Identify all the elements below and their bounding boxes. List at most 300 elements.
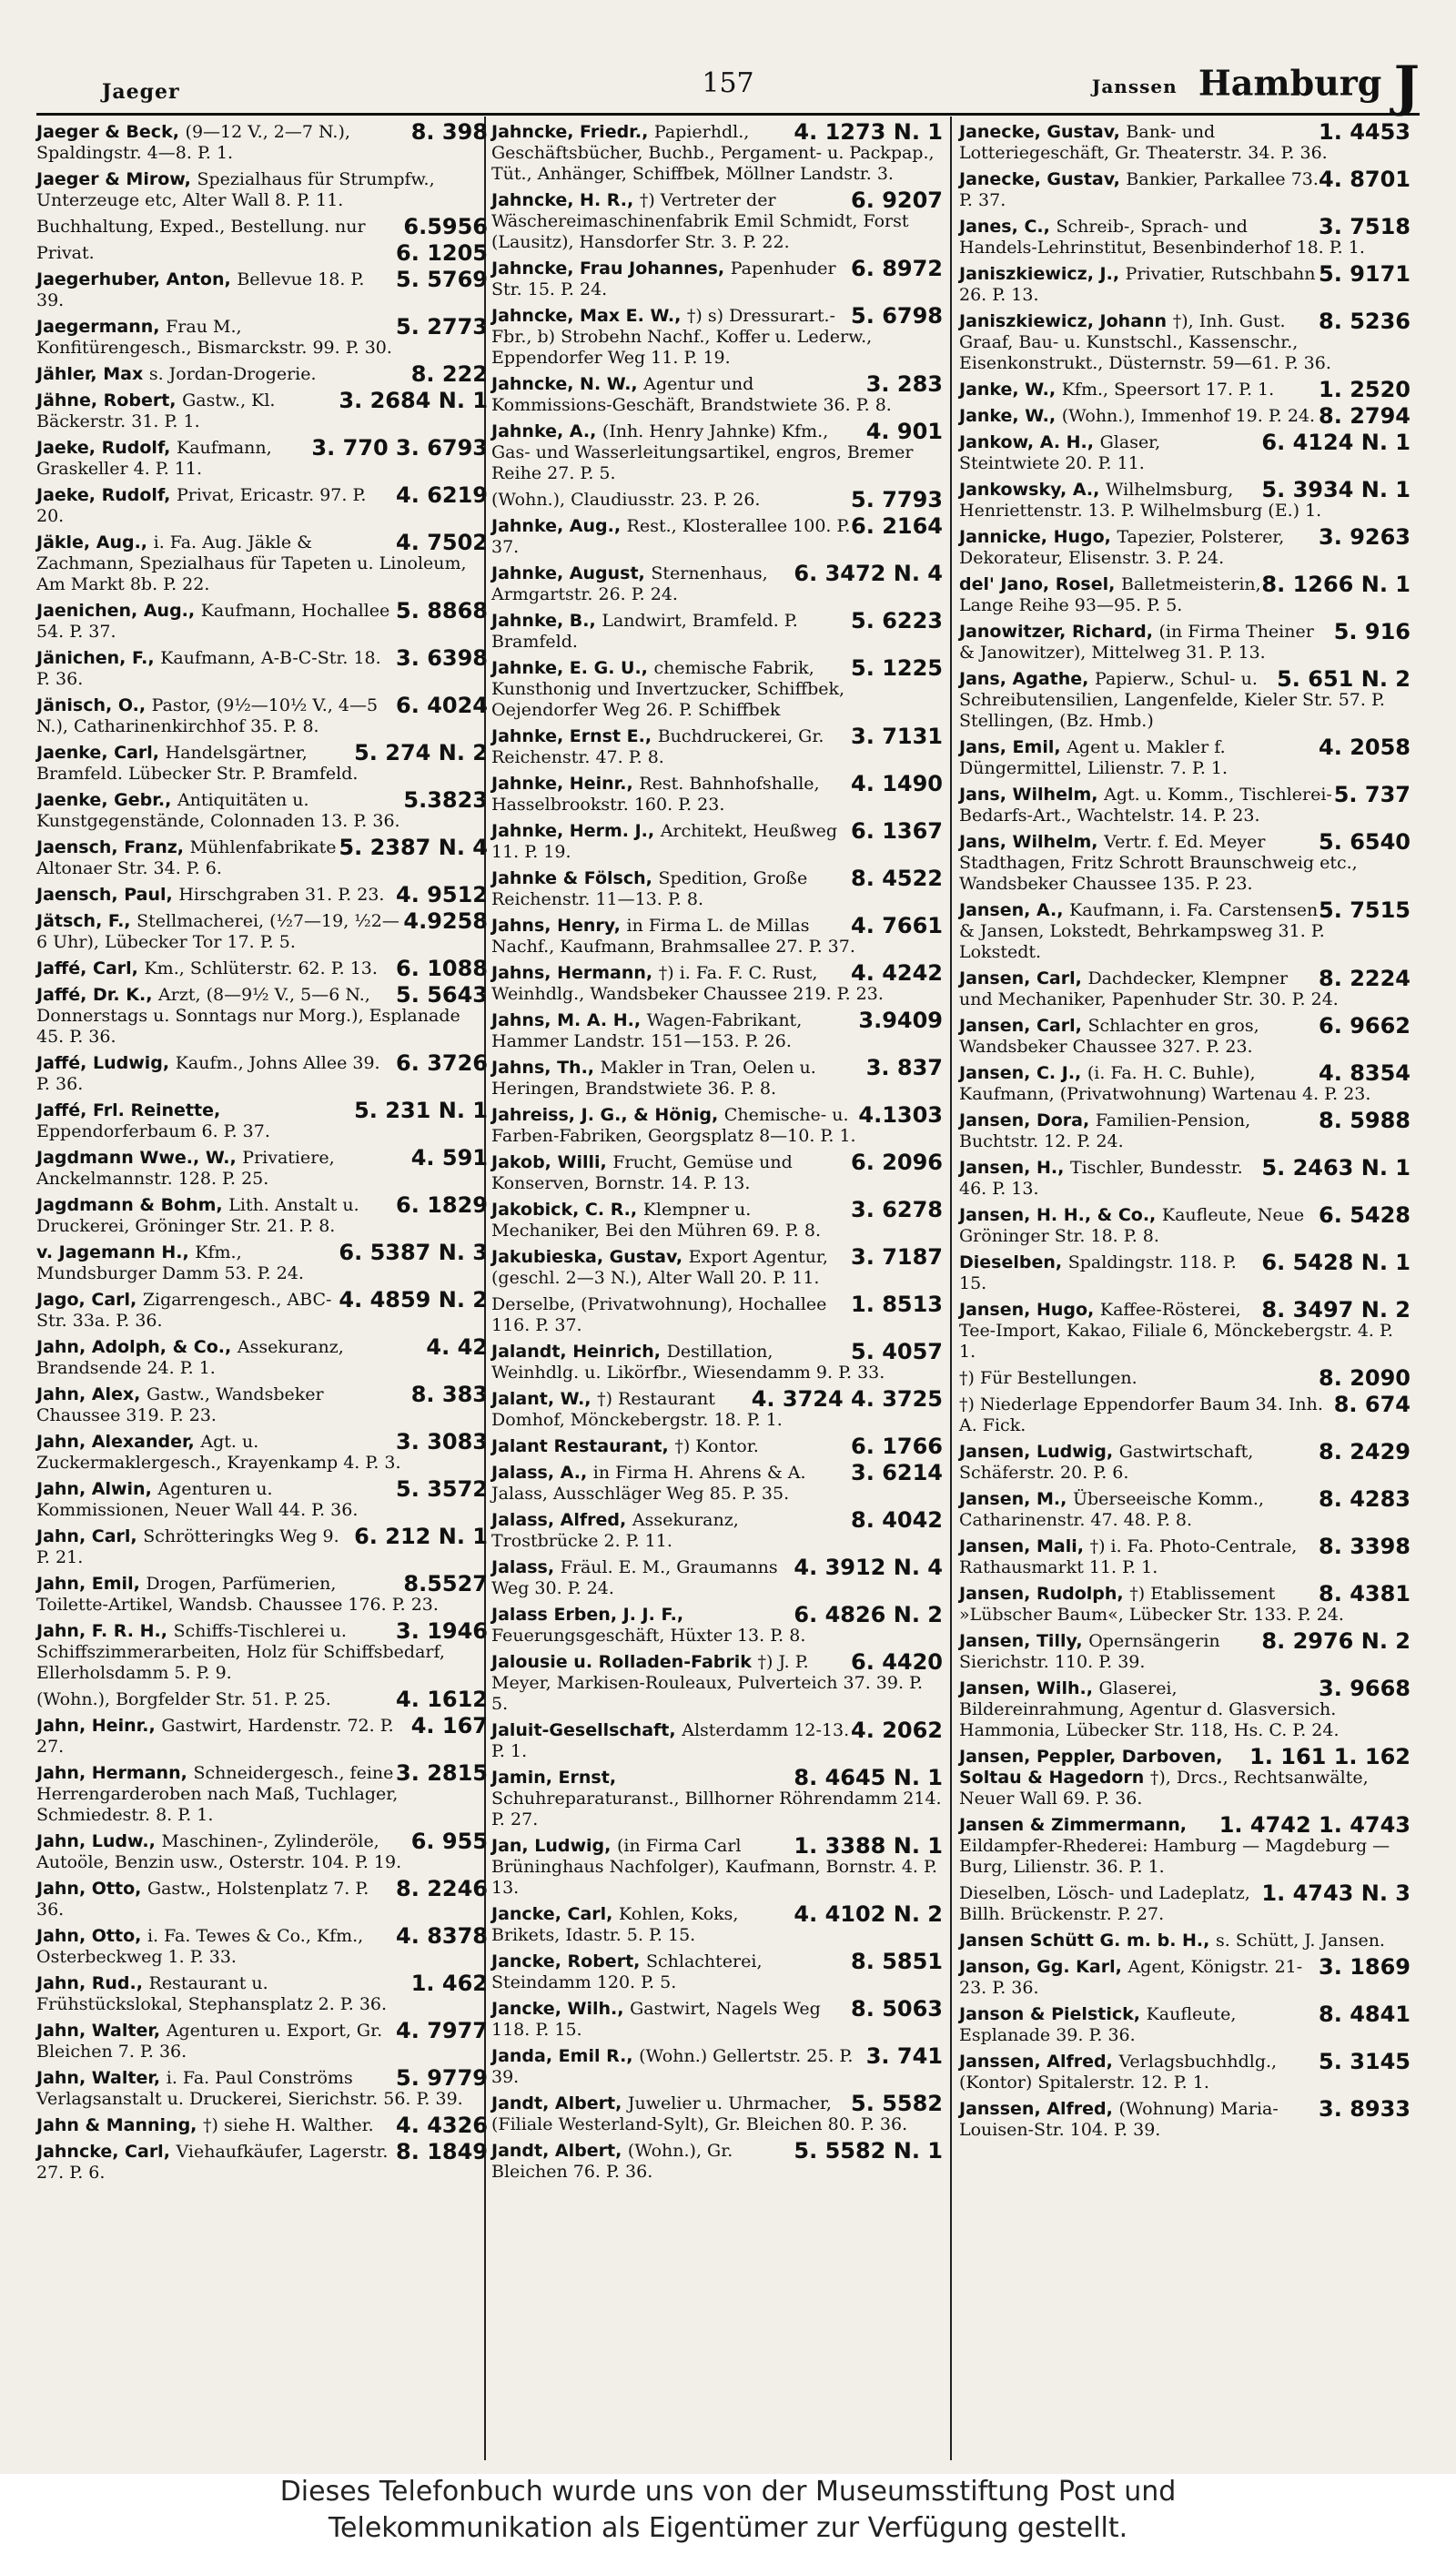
entry-details: Bellevue 18. P. 39.: [36, 269, 365, 310]
entry-name: Jahncke, Max E. W.,: [491, 306, 687, 326]
phone-number: 8. 5236: [1319, 309, 1410, 334]
entry-details: Schuhreparaturanst., Billhorner Röhrendamm 214. P. 27.: [491, 1789, 942, 1829]
entry-name: Jansen, Carl,: [959, 1016, 1088, 1036]
entry-details: Feuerungsgeschäft, Hüxter 13. P. 8.: [491, 1626, 806, 1646]
entry-details: Glaserei, Bildereinrahmung, Agentur d. Glasversich. Hammonia, Lübecker Str. 118, Hs. C. P. 24.: [959, 1678, 1340, 1740]
phone-number: 4. 42: [426, 1334, 488, 1360]
directory-entry: [959, 432, 1410, 474]
entry-name: Jahn, Adolph, & Co.,: [36, 1337, 238, 1357]
directory-entry: [491, 1244, 943, 1289]
entry-name: Jalass, Alfred,: [491, 1510, 632, 1530]
phone-number: 3. 6398: [396, 645, 488, 671]
entry-details: Vertr. f. Ed. Meyer Stadthagen, Fritz Schrott Braunschweig etc., Wandsbeker Chaussee 135. P. 23.: [959, 832, 1358, 894]
directory-entry: [36, 1050, 488, 1095]
entry-name: Jahncke, Carl,: [36, 2142, 177, 2162]
directory-entry: [36, 1618, 488, 1684]
phone-number: 5. 8868: [396, 598, 488, 623]
entry-details: Derselbe, (Privatwohnung), Hochallee 116. P. 37.: [491, 1294, 827, 1335]
phone-number: 5. 3145: [1319, 2049, 1410, 2074]
phone-number: 3. 283: [865, 371, 943, 397]
phone-number: 4. 1612: [396, 1687, 488, 1712]
phone-number: 5. 737: [1333, 782, 1410, 807]
phone-number: 3. 3083: [396, 1429, 488, 1454]
entry-details: Familien-Pension, Buchtstr. 12. P. 24.: [959, 1110, 1251, 1151]
phone-number: 4. 4326: [396, 2113, 488, 2138]
directory-entry: [36, 982, 488, 1048]
entry-name: Janssen, Alfred,: [959, 2099, 1119, 2119]
directory-entry: [491, 258, 943, 300]
entry-details: Gastwirtschaft, Schäferstr. 20. P. 6.: [959, 1442, 1254, 1483]
entry-name: Jahnke, B.,: [491, 611, 602, 631]
directory-entry: [36, 645, 488, 690]
directory-entry: [491, 303, 943, 369]
entry-name: Jansen, Rudolph,: [959, 1584, 1130, 1604]
phone-number: 4. 4242: [851, 960, 943, 986]
directory-entry: [959, 1581, 1410, 1626]
directory-entry: [36, 361, 488, 387]
entry-name: Jalass,: [491, 1557, 561, 1577]
phone-number: 4. 2058: [1319, 735, 1410, 760]
entry-name: Jancke, Robert,: [491, 1951, 646, 1971]
phone-number: 5. 2773: [396, 314, 488, 340]
entry-details: Agt. u. Zuckermaklergesch., Krayenkamp 4. P. 3.: [36, 1432, 401, 1473]
entry-details: Agent u. Makler f. Düngermittel, Lilienstr. 7. P. 1.: [959, 737, 1228, 778]
entry-name: Jansen, M.,: [959, 1489, 1073, 1509]
directory-entry: [491, 1436, 943, 1457]
directory-entry: [36, 435, 488, 480]
entry-details: Chemische- u. Farben-Fabriken, Georgsplatz 8—10. P. 1.: [491, 1105, 856, 1146]
entry-name: Jaenichen, Aug.,: [36, 601, 201, 621]
entry-details: i. Fa. Aug. Jäkle & Zachmann, Spezialhaus für Tapeten u. Linoleum, Am Markt 8b. P. 22.: [36, 532, 467, 594]
phone-number: 4. 3912 N. 4: [794, 1555, 943, 1580]
entry-details: Privatiere, Anckelmannstr. 128. P. 25.: [36, 1148, 335, 1189]
phone-number: 5. 3572: [396, 1476, 488, 1502]
entry-name: Jahn, Carl,: [36, 1526, 144, 1546]
entry-name: Jahn, Alex,: [36, 1384, 147, 1404]
directory-entry: [959, 619, 1410, 664]
entry-details: †), Drcs., Rechtsanwälte, Neuer Wall 69. P. 36.: [959, 1768, 1369, 1809]
entry-details: Kfm., Mundsburger Damm 53. P. 24.: [36, 1242, 304, 1283]
phone-number: 1. 161 1. 162: [1249, 1744, 1410, 1769]
phone-number: 3. 6214: [851, 1460, 943, 1485]
entry-details: Destillation, Weinhdlg. u. Likörfbr., Wiesendamm 9. P. 33.: [491, 1342, 885, 1383]
phone-number: 6. 5387 N. 3: [339, 1240, 488, 1265]
entry-name: Jaegerhuber, Anton,: [36, 269, 238, 289]
phone-number: 5. 231 N. 1: [354, 1098, 488, 1123]
phone-number: 8. 4522: [851, 866, 943, 891]
phone-number: 3. 9263: [1319, 524, 1410, 550]
entry-details: Wagen-Fabrikant, Hammer Landstr. 151—153. P. 26.: [491, 1010, 803, 1051]
entry-details: Makler in Tran, Oelen u. Heringen, Brandstwiete 36. P. 8.: [491, 1058, 816, 1099]
phone-number: 8. 2429: [1319, 1439, 1410, 1464]
phone-number: 8. 674: [1333, 1392, 1410, 1417]
directory-entry: [959, 1110, 1410, 1152]
directory-entry: [36, 908, 488, 953]
phone-number: 8. 5988: [1319, 1108, 1410, 1133]
directory-entry: [491, 726, 943, 768]
entry-details: (i. Fa. H. C. Buhle), Kaufmann, (Privatwohnung) Wartenau 4. P. 23.: [959, 1063, 1371, 1104]
entry-details: Rest. Bahnhofshalle, Hasselbrookstr. 160. P. 23.: [491, 774, 820, 815]
directory-entry: [36, 1384, 488, 1426]
entry-details: Agentur und Kommissions-Geschäft, Brandstwiete 36. P. 8.: [491, 374, 892, 415]
phone-number: 5. 3934 N. 1: [1261, 477, 1410, 502]
phone-number: 6. 1205: [396, 240, 488, 266]
entry-details: Kaufmann, i. Fa. Carstensen & Jansen, Lokstedt, Behrkampsweg 31. P. Lokstedt.: [959, 900, 1325, 962]
entry-details: Drogen, Parfümerien, Toilette-Artikel, Wandsb. Chaussee 176. P. 23.: [36, 1574, 439, 1615]
phone-number: 3. 2684 N. 1: [339, 388, 488, 413]
entry-name: Jagdmann & Bohm,: [36, 1195, 229, 1215]
entry-name: Jansen, A.,: [959, 900, 1070, 920]
directory-entry: [959, 1744, 1410, 1809]
phone-number: 4. 167: [410, 1713, 488, 1738]
entry-name: Jaluit-Gesellschaft,: [491, 1720, 682, 1740]
entry-name: Jaffé, Carl,: [36, 958, 145, 978]
phone-number: 3.9409: [858, 1008, 943, 1033]
entry-name: Jansen, Dora,: [959, 1110, 1096, 1130]
entry-name: Jankow, A. H.,: [959, 432, 1100, 452]
entry-name: Janowitzer, Richard,: [959, 622, 1159, 642]
entry-details: Schneidergesch., feine Herrengarderoben nach Maß, Tuchlager, Schmiedestr. 8. P. 1.: [36, 1763, 399, 1825]
entry-details: Stellmacherei, (½7—19, ½2—6 Uhr), Lübecker Tor 17. P. 5.: [36, 911, 399, 952]
phone-number: 4. 901: [865, 419, 943, 444]
entry-details: Kohlen, Koks, Brikets, Idastr. 5. P. 15.: [491, 1904, 739, 1945]
entry-name: Jahnke, E. G. U.,: [491, 658, 654, 678]
entry-name: Janson & Pielstick,: [959, 2004, 1147, 2024]
footer-credit: [0, 2474, 1456, 2554]
entry-name: Jansen, Tilly,: [959, 1631, 1089, 1651]
entry-details: †) siehe H. Walther.: [203, 2115, 374, 2135]
entry-name: Jahnke & Fölsch,: [491, 868, 659, 888]
directory-entry: [36, 1876, 488, 1921]
phone-number: 8. 5063: [851, 1996, 943, 2022]
directory-entry: [959, 1931, 1410, 1951]
entry-name: Janiszkiewicz, J.,: [959, 264, 1126, 284]
directory-entry: [491, 1557, 943, 1599]
entry-details: †) Restaurant Domhof, Mönckebergstr. 18. P. 1.: [491, 1389, 783, 1430]
entry-details: Lith. Anstalt u. Druckerei, Gröninger Str. 21. P. 8.: [36, 1195, 359, 1236]
phone-number: 8. 3398: [1319, 1534, 1410, 1559]
entry-details: Kaufmann, Hochallee 54. P. 37.: [36, 601, 390, 642]
entry-details: Klempner u. Mechaniker, Bei den Mühren 69. P. 8.: [491, 1200, 821, 1241]
entry-name: Jahn, Walter,: [36, 2021, 167, 2041]
entry-details: Fräul. E. M., Graumanns Weg 30. P. 24.: [491, 1557, 778, 1598]
entry-details: Kaufmann, A-B-C-Str. 18. P. 36.: [36, 648, 381, 689]
entry-details: Dachdecker, Klempner und Mechaniker, Papenhuder Str. 30. P. 24.: [959, 968, 1339, 1009]
entry-details: (in Firma Theiner & Janowitzer), Mittelweg 31. P. 13.: [959, 622, 1314, 663]
directory-entry: [491, 371, 943, 416]
directory-entry: [959, 169, 1410, 211]
directory-entry: [491, 1197, 943, 1242]
phone-number: 4. 1490: [851, 771, 943, 796]
column-1: [36, 119, 488, 2189]
entry-name: Jahnke, Aug.,: [491, 516, 627, 536]
entry-details: Opernsängerin Sierichstr. 110. P. 39.: [959, 1631, 1220, 1672]
entry-name: Jahncke, Frau Johannes,: [491, 258, 731, 279]
phone-number: 4. 7977: [396, 2018, 488, 2043]
directory-entry: [36, 882, 488, 907]
phone-number: 6. 1367: [851, 818, 943, 844]
directory-entry: [959, 119, 1410, 164]
entry-details: Gastw., Holstenplatz 7. P. 36.: [36, 1879, 369, 1920]
directory-entry: [491, 1507, 943, 1552]
directory-entry: [959, 737, 1410, 779]
entry-details: Kaufleute, Esplanade 39. P. 36.: [959, 2004, 1237, 2045]
phone-number: 6. 955: [410, 1829, 488, 1854]
entry-details: Alsterdamm 12-13. P. 1.: [491, 1720, 850, 1761]
phone-number: 3. 1869: [1319, 1954, 1410, 1980]
entry-details: s. Schütt, J. Jansen.: [1215, 1931, 1385, 1951]
phone-number: 1. 8513: [851, 1292, 943, 1317]
entry-name: Jaensch, Paul,: [36, 885, 179, 905]
entry-details: (Wohn.), Gr. Bleichen 76. P. 36.: [491, 2141, 733, 2182]
phone-number: 5. 5769: [396, 267, 488, 292]
phone-number: 1. 3388 N. 1: [794, 1833, 943, 1859]
phone-number: 3. 7518: [1319, 214, 1410, 239]
phone-number: 5. 9779: [396, 2065, 488, 2091]
entry-name: Jans, Agathe,: [959, 669, 1096, 689]
entry-name: Jalass Erben, J. J. F.,: [491, 1605, 684, 1625]
column-2: [491, 119, 943, 2188]
entry-name: Jahn & Manning,: [36, 2115, 203, 2135]
entry-name: Jalandt, Heinrich,: [491, 1342, 667, 1362]
directory-entry: [959, 666, 1410, 732]
phone-number: 4. 3724 4. 3725: [751, 1386, 943, 1412]
entry-details: Dieselben, Lösch- und Ladeplatz, Billh. Brückenstr. P. 27.: [959, 1883, 1250, 1924]
entry-details: Bank- und Lotteriegeschäft, Gr. Theaterstr. 34. P. 36.: [959, 122, 1328, 163]
directory-entry: [959, 1155, 1410, 1200]
directory-entry: [491, 1010, 943, 1052]
phone-number: 3. 2815: [396, 1760, 488, 1786]
phone-number: 5. 6540: [1319, 829, 1410, 855]
directory-entry: [36, 1973, 488, 2015]
directory-entry: [36, 1571, 488, 1616]
entry-name: Jansen, Ludwig,: [959, 1442, 1119, 1462]
entry-details: Frucht, Gemüse und Konserven, Bornstr. 14. P. 13.: [491, 1152, 793, 1193]
entry-details: Handelsgärtner, Bramfeld. Lübecker Str. P. Bramfeld.: [36, 743, 359, 784]
directory-entry: [36, 119, 488, 164]
entry-details: Rest., Klosterallee 100. P. 37.: [491, 516, 851, 557]
entry-name: Jansen & Zimmermann,: [959, 1815, 1187, 1835]
directory-entry: [36, 1689, 488, 1710]
directory-entry: [491, 1602, 943, 1647]
footer-line-1: Dieses Telefonbuch wurde uns von der Museumsstiftung Post und: [279, 2476, 1177, 2508]
entry-details: chemische Fabrik, Kunsthonig und Invertzucker, Schiffbek, Oejendorfer Weg 26. P. Schiffbek: [491, 658, 845, 720]
entry-details: Verlagsbuchhdlg., (Kontor) Spitalerstr. 12. P. 1.: [959, 2052, 1278, 2093]
entry-name: Janssen, Alfred,: [959, 2052, 1119, 2072]
entry-name: Jancke, Wilh.,: [491, 1999, 631, 2019]
directory-entry: [36, 1713, 488, 1758]
phone-number: 8. 4042: [851, 1507, 943, 1533]
entry-name: v. Jagemann H.,: [36, 1242, 196, 1262]
phone-number: 8. 2224: [1319, 966, 1410, 991]
entry-name: Jahn, Otto,: [36, 1926, 147, 1946]
directory-entry: [491, 1055, 943, 1100]
phone-number: 4. 8378: [396, 1923, 488, 1949]
directory-entry: [959, 1252, 1410, 1294]
entry-name: Jahn, Rud.,: [36, 1973, 149, 1993]
directory-entry: [36, 2115, 488, 2136]
phone-number: 4. 1273 N. 1: [794, 119, 943, 145]
directory-entry: [36, 1145, 488, 1190]
entry-details: Bankier, Parkallee 73. P. 37.: [959, 169, 1319, 210]
phone-number: 5. 5582: [851, 2091, 943, 2116]
entry-details: Tapezier, Polsterer, Dekorateur, Elisenstr. 3. P. 24.: [959, 527, 1285, 568]
entry-details: †) i. Fa. Photo-Centrale, Rathausmarkt 11. P. 1.: [959, 1536, 1298, 1577]
entry-name: Jaeke, Rudolf,: [36, 485, 177, 505]
phone-number: 3. 741: [865, 2043, 943, 2069]
directory-entry: [959, 1812, 1410, 1878]
header-letter: J: [1393, 55, 1420, 118]
directory-entry: [491, 563, 943, 605]
entry-name: Jänisch, O.,: [36, 695, 152, 715]
entry-name: Jagdmann Wwe., W.,: [36, 1148, 243, 1168]
entry-name: Jahn, Emil,: [36, 1574, 147, 1594]
entry-details: (in Firma Carl Brüninghaus Nachfolger), Kaufmann, Bornstr. 4. P. 13.: [491, 1836, 937, 1898]
entry-name: Jalass, A.,: [491, 1463, 593, 1483]
entry-name: Jahnke, A.,: [491, 421, 602, 441]
phone-number: 5. 274 N. 2: [354, 740, 488, 765]
entry-details: Eppendorferbaum 6. P. 37.: [36, 1121, 270, 1141]
directory-entry: [36, 787, 488, 832]
entry-name: Jakob, Willi,: [491, 1152, 613, 1172]
entry-details: Km., Schlüterstr. 62. P. 13.: [144, 958, 378, 978]
directory-entry: [491, 1901, 943, 1946]
directory-entry: [491, 868, 943, 910]
footer-line-2: Telekommunikation als Eigentümer zur Verfügung gestellt.: [328, 2512, 1128, 2544]
entry-name: Jansen, Carl,: [959, 968, 1088, 988]
entry-name: Jansen, Mali,: [959, 1536, 1090, 1556]
phone-number: 6. 8972: [851, 256, 943, 281]
entry-name: Janke, W.,: [959, 380, 1062, 400]
phone-number: 4. 8354: [1319, 1060, 1410, 1086]
entry-details: †) i. Fa. F. C. Rust, Weinhdlg., Wandsbeker Chaussee 219. P. 23.: [491, 963, 884, 1004]
directory-entry: [959, 1013, 1410, 1058]
directory-entry: [491, 1339, 943, 1383]
entry-details: Agenturen u. Kommissionen, Neuer Wall 44. P. 36.: [36, 1479, 359, 1520]
phone-number: 3. 9668: [1319, 1676, 1410, 1701]
entry-name: del' Jano, Rosel,: [959, 574, 1121, 594]
entry-name: Jaenke, Gebr.,: [36, 790, 177, 810]
phone-number: 6. 2164: [851, 513, 943, 539]
directory-entry: [491, 187, 943, 253]
entry-details: Kaufleute, Neue Gröninger Str. 18. P. 8.: [959, 1205, 1305, 1246]
entry-details: Export Agentur, (geschl. 2—3 N.), Alter Wall 20. P. 11.: [491, 1247, 828, 1288]
entry-details: Restaurant u. Frühstückslokal, Stephansplatz 2. P. 36.: [36, 1973, 388, 2014]
entry-name: Jansen, Hugo,: [959, 1300, 1100, 1320]
directory-entry: [491, 1833, 943, 1899]
directory-entry: [36, 1100, 488, 1142]
directory-entry: [959, 261, 1410, 306]
directory-entry: [36, 1192, 488, 1237]
entry-details: †), Inh. Gust. Graaf, Bau- u. Kunstschl., Kassenschr., Eisenkonstrukt., Düsternstr. 59—61. P. 36.: [959, 311, 1331, 373]
directory-entry: [959, 829, 1410, 895]
directory-entry: [491, 1460, 943, 1505]
entry-details: Kaufmann, Graskeller 4. P. 11.: [36, 438, 272, 479]
directory-entry: [959, 214, 1410, 258]
directory-entry: [959, 1486, 1410, 1531]
directory-entry: [959, 2096, 1410, 2141]
phone-number: 8. 4645 N. 1: [794, 1765, 943, 1790]
phone-number: 8. 4283: [1319, 1486, 1410, 1512]
entry-details: Juwelier u. Uhrmacher, (Filiale Westerland-Sylt), Gr. Bleichen 80. P. 36.: [491, 2093, 908, 2134]
phone-number: 5. 5582 N. 1: [794, 2138, 943, 2164]
directory-entry: [959, 1536, 1410, 1578]
directory-entry: [491, 421, 943, 484]
directory-entry: [36, 390, 488, 432]
phone-number: 5. 4057: [851, 1339, 943, 1364]
phone-number: 6. 9662: [1319, 1013, 1410, 1039]
phone-number: 4. 7502: [396, 530, 488, 555]
directory-entry: [491, 119, 943, 185]
directory-entry: [36, 2139, 488, 2184]
entry-details: Arzt, (8—9½ V., 5—6 N., Donnerstags u. Sonntags nur Morg.), Esplanade 45. P. 36.: [36, 985, 460, 1047]
entry-details: Kaufm., Johns Allee 39. P. 36.: [36, 1053, 380, 1094]
entry-details: Schlachter en gros, Wandsbeker Chaussee 327. P. 23.: [959, 1016, 1259, 1057]
entry-details: †) s) Dressurart.-Fbr., b) Strobehn Nachf., Koffer u. Lederw., Eppendorfer Weg 11. P. 19.: [491, 306, 873, 368]
entry-details: Antiquitäten u. Kunstgegenstände, Colonnaden 13. P. 36.: [36, 790, 400, 831]
entry-details: (Wohn.), Claudiusstr. 23. P. 26.: [491, 490, 761, 510]
directory-entry: [491, 1951, 943, 1993]
phone-number: 6. 2096: [851, 1150, 943, 1175]
entry-details: Assekuranz, Brandsende 24. P. 1.: [36, 1337, 344, 1378]
directory-entry: [491, 1386, 943, 1431]
phone-number: 5. 5643: [396, 982, 488, 1008]
phone-number: 6. 5428: [1319, 1202, 1410, 1228]
entry-details: Buchdruckerei, Gr. Reichenstr. 47. P. 8.: [491, 726, 824, 767]
entry-name: Jan, Ludwig,: [491, 1836, 617, 1856]
phone-number: 8. 2794: [1319, 403, 1410, 429]
phone-number: 5. 6798: [851, 303, 943, 329]
phone-number: 5. 1225: [851, 655, 943, 681]
entry-details: Agent, Königstr. 21-23. P. 36.: [959, 1957, 1303, 1998]
entry-details: (Inh. Henry Jahnke) Kfm., Gas- und Wasserleitungsartikel, engros, Bremer Reihe 27. P. 5.: [491, 421, 914, 483]
entry-details: †) Kontor.: [674, 1436, 759, 1456]
directory-entry: [959, 1297, 1410, 1363]
entry-name: Jankowsky, A.,: [959, 480, 1106, 500]
directory-entry: [36, 837, 488, 879]
entry-name: Jaegermann,: [36, 317, 167, 337]
entry-details: †) Für Bestellungen.: [959, 1368, 1138, 1388]
entry-name: Jaeke, Rudolf,: [36, 438, 177, 458]
directory-entry: [491, 2093, 943, 2135]
phone-number: 8. 2246: [396, 1876, 488, 1901]
phone-number: 6. 4420: [851, 1649, 943, 1675]
entry-details: †) J. P. Meyer, Markisen-Rouleaux, Pulverteich 37. 39. P. 5.: [491, 1652, 924, 1714]
entry-name: Jakubieska, Gustav,: [491, 1247, 689, 1267]
entry-name: Jandt, Albert,: [491, 2093, 628, 2113]
phone-number: 8. 3497 N. 2: [1261, 1297, 1410, 1323]
phone-number: 5. 9171: [1319, 261, 1410, 287]
entry-details: †) Etablissement »Lübscher Baum«, Lübecker Str. 133. P. 24.: [959, 1584, 1344, 1625]
entry-details: i. Fa. Tewes & Co., Kfm., Osterbeckweg 1. P. 33.: [36, 1926, 364, 1967]
phone-number: 5.3823: [403, 787, 488, 813]
directory-entry: [36, 1476, 488, 1521]
directory-entry: [959, 968, 1410, 1010]
directory-entry: [36, 240, 488, 266]
directory-entry: [959, 1678, 1410, 1741]
directory-entry: [36, 1242, 488, 1284]
directory-entry: [491, 655, 943, 721]
directory-entry: [491, 960, 943, 1005]
phone-number: 6. 1829: [396, 1192, 488, 1218]
directory-entry: [959, 1202, 1410, 1247]
phone-number: 8. 2976 N. 2: [1261, 1628, 1410, 1654]
directory-entry: [959, 897, 1410, 963]
entry-name: Jänichen, F.,: [36, 648, 161, 668]
directory-entry: [959, 782, 1410, 826]
entry-name: Jahncke, N. W.,: [491, 374, 644, 394]
entry-name: Jansen, H.,: [959, 1158, 1070, 1178]
